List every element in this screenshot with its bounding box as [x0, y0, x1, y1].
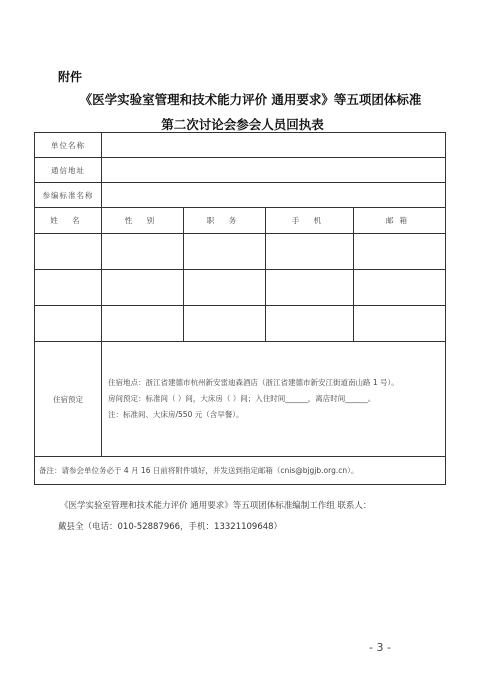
header-position: 职 务 [184, 208, 266, 234]
unit-name-label: 单位名称 [35, 133, 102, 158]
room-booking: 房间预定：标准间（ ）间，大床房（ ）间；入住时间______，离店时间______。 [108, 394, 376, 403]
address-label: 通信地址 [35, 158, 102, 183]
phone-cell[interactable] [266, 306, 354, 342]
email-cell[interactable] [354, 270, 446, 306]
position-cell[interactable] [184, 270, 266, 306]
header-phone: 手 机 [266, 208, 354, 234]
phone-cell[interactable] [266, 234, 354, 270]
header-name: 姓 名 [35, 208, 102, 234]
gender-cell[interactable] [102, 234, 184, 270]
standard-name-field[interactable] [102, 183, 446, 208]
name-cell[interactable] [35, 270, 102, 306]
page-number: - 3 - [369, 641, 391, 654]
table-row [35, 306, 446, 342]
name-cell[interactable] [35, 234, 102, 270]
address-field[interactable] [102, 158, 446, 183]
remark: 备注：请参会单位务必于 4 月 16 日前将附件填好，并发送到指定邮箱（cnis@bjgjb.org.cn）。 [35, 457, 446, 485]
footer-line2: 戴县全（电话：010-52887966，手机：13321109648） [58, 522, 283, 532]
lodging-info [102, 342, 446, 457]
document-title-line1: 《医学实验室管理和技术能力评价 通用要求》等五项团体标准 [79, 92, 422, 107]
document-title-line2: 第二次讨论会参会人员回执表 [161, 117, 324, 132]
attachment-label: 附件 [58, 70, 83, 84]
header-gender: 性 别 [102, 208, 184, 234]
name-cell[interactable] [35, 306, 102, 342]
price-note: 注：标准间、大床房/550 元（含早餐）。 [108, 410, 244, 419]
lodging-location: 住宿地点：浙江省建德市杭州新安雷迪森酒店（浙江省建德市新安江街道南山路 1 号）。 [108, 378, 399, 387]
standard-name-label: 参编标准名称 [35, 183, 102, 208]
table-row [35, 234, 446, 270]
gender-cell[interactable] [102, 306, 184, 342]
gender-cell[interactable] [102, 270, 184, 306]
registration-form-table [34, 132, 446, 485]
table-row [35, 270, 446, 306]
email-cell[interactable] [354, 234, 446, 270]
unit-name-field[interactable] [102, 133, 446, 158]
position-cell[interactable] [184, 234, 266, 270]
lodging-label: 住宿预定 [35, 342, 102, 457]
header-email: 邮箱 [354, 208, 446, 234]
email-cell[interactable] [354, 306, 446, 342]
phone-cell[interactable] [266, 270, 354, 306]
footer-line1: 《医学实验室管理和技术能力评价 通用要求》等五项团体标准编制工作组 联系人： [60, 501, 372, 511]
position-cell[interactable] [184, 306, 266, 342]
